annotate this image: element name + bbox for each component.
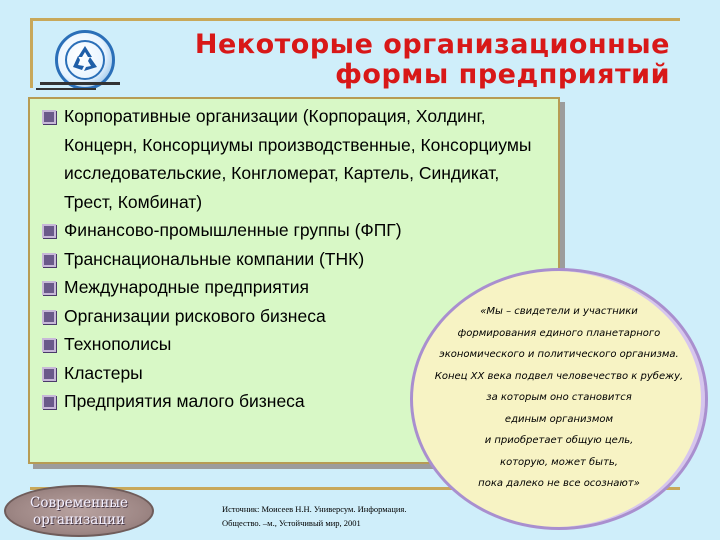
quote-line: которую, может быть,: [500, 456, 618, 468]
quote-line: пока далеко не все осознают»: [478, 478, 640, 489]
list-item-text: Корпоративные организации (Корпорация, Холдинг, Концерн, Консорциумы производственные, Консорциумы исследовательские, Конгломерат, Картель, Синдикат, Трест, Комбинат): [64, 106, 532, 212]
quote-line: формирования единого планетарного: [457, 327, 661, 339]
logo-stand-shadow: [36, 88, 96, 90]
list-item: [36, 216, 550, 245]
title-line-2: формы предприятий: [335, 59, 670, 90]
list-item-text: Технополисы: [64, 334, 172, 354]
square-bullet-icon: [42, 253, 56, 267]
list-item-text: Международные предприятия: [64, 277, 309, 297]
square-bullet-icon: [42, 224, 56, 238]
modern-organizations-badge[interactable]: [4, 485, 154, 537]
quote-oval: [410, 268, 708, 530]
quote-line: Конец XX века подвел человечество к рубежу,: [434, 370, 684, 382]
quote-line: «Мы – свидетели и участники: [480, 306, 638, 317]
badge-line-1: Современные: [30, 495, 128, 511]
list-item-text: Транснациональные компании (ТНК): [64, 248, 365, 269]
title-line-1: Некоторые организационные: [194, 29, 670, 60]
square-bullet-icon: [42, 310, 56, 324]
list-item: [36, 245, 550, 274]
square-bullet-icon: [42, 338, 56, 352]
square-bullet-icon: [42, 110, 56, 124]
list-item-text: Финансово-промышленные группы (ФПГ): [64, 220, 402, 240]
list-item-text: Кластеры: [64, 362, 143, 383]
list-item-text: Организации рискового бизнеса: [64, 305, 326, 326]
logo-stand: [40, 82, 120, 85]
badge-line-2: организации: [33, 512, 125, 528]
slide-title: [110, 30, 670, 90]
badge-label: [6, 495, 152, 529]
source-line-1: Источник: Моисеев Н.Н. Универсум. Информация.: [222, 504, 407, 514]
list-item: [36, 102, 550, 216]
square-bullet-icon: [42, 281, 56, 295]
top-divider: [30, 18, 680, 21]
square-bullet-icon: [42, 367, 56, 381]
quote-text: [413, 301, 705, 495]
quote-line: экономического и политического организма.: [439, 349, 679, 360]
source-citation: [222, 502, 452, 530]
quote-line: единым организмом: [504, 413, 614, 425]
square-bullet-icon: [42, 395, 56, 409]
quote-line: за которым оно становится: [486, 392, 632, 403]
left-divider: [30, 18, 33, 88]
list-item-text: Предприятия малого бизнеса: [64, 391, 305, 411]
recycle-globe-icon: [55, 30, 115, 90]
source-line-2: Общество. –м., Устойчивый мир, 2001: [222, 518, 361, 528]
quote-line: и приобретает общую цель,: [484, 435, 634, 446]
